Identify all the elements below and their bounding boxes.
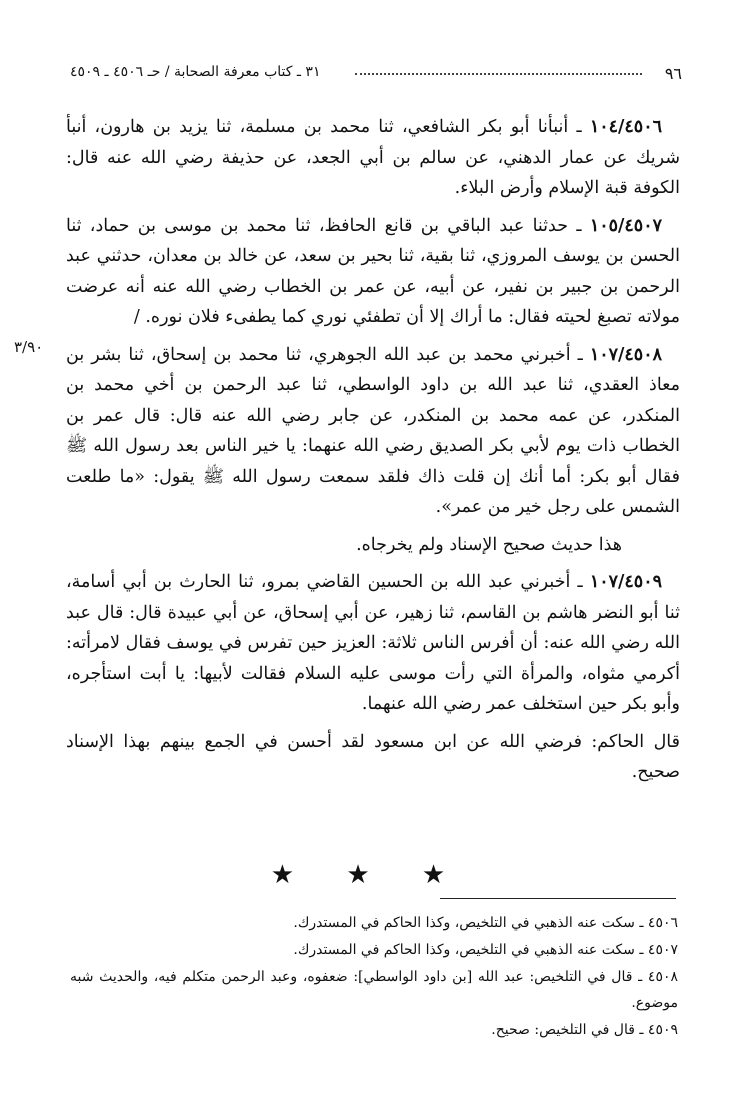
grading-note [66, 530, 680, 561]
hadith-paragraph [66, 211, 680, 333]
header-dotted-leader [355, 73, 642, 75]
section-separator-stars: ★ ★ ★ [270, 860, 468, 890]
page-number: ٩٦ [664, 64, 682, 83]
footnote-divider [440, 898, 676, 899]
footnote: ٤٥٠٧ ـ سكت عنه الذهبي في التلخيص، وكذا الحاكم في المستدرك. [293, 942, 678, 958]
hadith-text: ـ أخبرني محمد بن عبد الله الجوهري، ثنا محمد بن إسحاق، ثنا بشر بن معاذ العقدي، ثنا عبد الله بن داود الواسطي، ثنا عبد الرحمن بن أخي محمد بن المنكدر، عن عمه محمد بن المنكدر، عن جابر رضي الله عنه قال: قال عمر بن الخطاب ذات يوم لأبي بكر الصديق رضي الله عنهما: يا خير الناس بعد رسول الله ﷺ فقال أبو بكر: أما أنك إن قلت ذاك فلقد سمعت رسول الله ﷺ يقول: «ما طلعت الشمس على رجل خير من عمر». [66, 344, 680, 517]
page-header [70, 64, 682, 86]
grading-text: هذا حديث صحيح الإسناد ولم يخرجاه. [356, 534, 622, 555]
hadith-text: ـ أخبرني عبد الله بن الحسين القاضي بمرو، ثنا الحارث بن أبي أسامة، ثنا أبو النضر هاشم بن القاسم، ثنا زهير، عن أبي إسحاق، عن أبي عبيدة قال: قال عبد الله رضي الله عنه: أن أفرس الناس ثلاثة: العزيز حين تفرس في يوسف فقال لامرأته: أكرمي مثواه، والمرأة التي رأت موسى عليه السلام فقالت لأبيها: يا أبت استأجره، وأبو بكر حين استخلف عمر رضي الله عنهما. [66, 572, 680, 714]
hadith-text: ـ حدثنا عبد الباقي بن قانع الحافظ، ثنا محمد بن موسى بن حماد، ثنا الحسن بن يوسف المروزي، ثنا بقية، ثنا بحير بن سعد، عن خالد بن معدان، حدثني عبد الرحمن بن جبير بن نفير، عن أبيه، عن عمر بن الخطاب رضي الله عنه أنه عرضت مولاته تصبغ لحيته فقال: ما أراك إلا أن تطفئي نوري كما يطفىء فلان نوره. / [66, 215, 680, 327]
hadith-number: ١٠٥/٤٥٠٧ [589, 215, 662, 236]
hadith-paragraph [66, 112, 680, 204]
footnote: ٤٥٠٨ ـ قال في التلخيص: عبد الله [بن داود الواسطي]: ضعفوه، وعبد الرحمن متكلم فيه، والحديث شبه موضوع. [70, 969, 678, 1011]
hakim-comment [66, 727, 680, 788]
hadith-text: ـ أنبأنا أبو بكر الشافعي، ثنا محمد بن مسلمة، ثنا يزيد بن هارون، أنبأ شريك عن عمار الدهني، عن سالم بن أبي الجعد، عن حذيفة رضي الله عنه قال: الكوفة قبة الإسلام وأرض البلاء. [66, 117, 680, 198]
running-title: ٣١ ـ كتاب معرفة الصحابة / حـ ٤٥٠٦ ـ ٤٥٠٩ [70, 64, 321, 80]
main-text [66, 112, 680, 795]
hadith-number: ١٠٧/٤٥٠٨ [589, 344, 662, 365]
hadith-number: ١٠٧/٤٥٠٩ [589, 572, 662, 592]
footnote: ٤٥٠٦ ـ سكت عنه الذهبي في التلخيص، وكذا الحاكم في المستدرك. [293, 915, 678, 931]
margin-reference: ٣/٩٠ [14, 338, 44, 356]
hadith-paragraph [66, 340, 680, 523]
footnotes [70, 910, 678, 1044]
hakim-comment-text: قال الحاكم: فرضي الله عن ابن مسعود لقد أحسن في الجمع بينهم بهذا الإسناد صحيح. [66, 731, 680, 782]
hadith-number: ١٠٤/٤٥٠٦ [589, 117, 662, 137]
hadith-paragraph [66, 567, 680, 720]
footnote: ٤٥٠٩ ـ قال في التلخيص: صحيح. [491, 1022, 678, 1038]
